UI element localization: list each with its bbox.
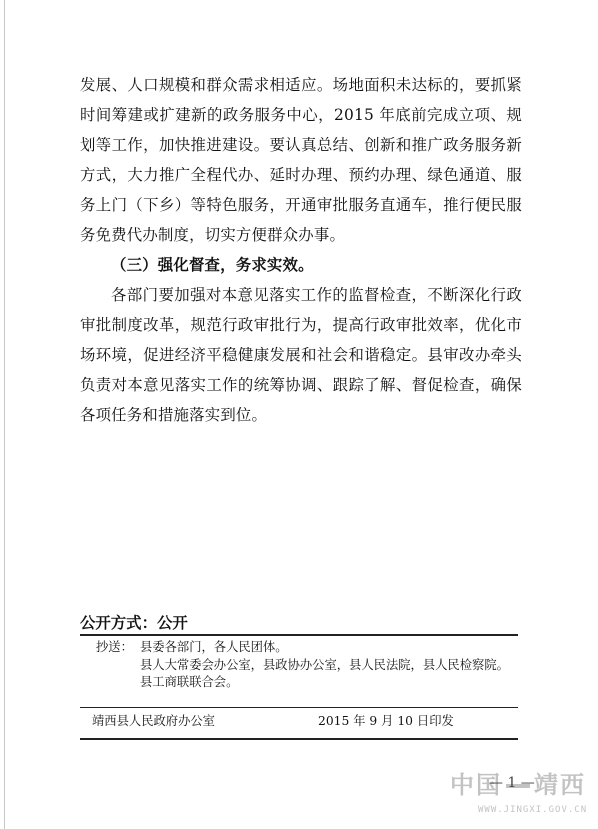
paragraph-continuation: 发展、人口规模和群众需求相适应。场地面积未达标的，要抓紧时间筹建或扩建新的政务服务中心，2015 年底前完成立项、规划等工作，加快推进建设。要认真总结、创新和推广政务服务新方式，大力推广全程代办、延时办理、预约办理、绿色通道、服务上门（下乡）等特色服务，开通审批服务直通车，推行便民服务免费代办制度，切实方便群众办事。 <box>80 76 522 244</box>
page-edge <box>4 0 5 829</box>
section-heading-3: （三）强化督查，务求实效。 <box>111 256 314 274</box>
cc-recipients-3: 县工商联联合会。 <box>140 675 239 689</box>
issue-date: 2015 年 9 月 10 日印发 <box>318 714 454 728</box>
cc-row-2 <box>96 657 516 675</box>
cc-block <box>96 639 516 692</box>
cc-row-3 <box>96 674 516 692</box>
cc-label: 抄送： <box>96 640 133 654</box>
cc-recipients-2: 县人大常委会办公室，县政协办公室，县人民法院，县人民检察院。 <box>140 657 509 672</box>
issuing-office: 靖西县人民政府办公室 <box>92 714 215 728</box>
footer-rule-bottom <box>80 738 518 740</box>
watermark-logo: 中国 靖西 <box>450 771 586 799</box>
footer-rule-middle <box>80 707 518 708</box>
cc-recipients-1: 县委各部门，各人民团体。 <box>140 640 288 654</box>
document-body <box>80 70 522 430</box>
watermark-url: WWW.JINGXI.GOV.CN <box>478 805 588 815</box>
footer-rule-top <box>80 634 518 636</box>
cc-row-1 <box>96 639 516 657</box>
paragraph-supervision: 各部门要加强对本意见落实工作的监督检查，不断深化行政审批制度改革，规范行政审批行为，提高行政审批效率，优化市场环境，促进经济平稳健康发展和社会和谐稳定。县审改办牵头负责对本意见落实工作的统筹协调、跟踪了解、督促检查，确保各项任务和措施落实到位。 <box>80 286 522 424</box>
site-watermark <box>450 765 590 825</box>
disclosure-method: 公开方式：公开 <box>80 614 188 632</box>
page-number: — 1 — <box>489 775 535 791</box>
